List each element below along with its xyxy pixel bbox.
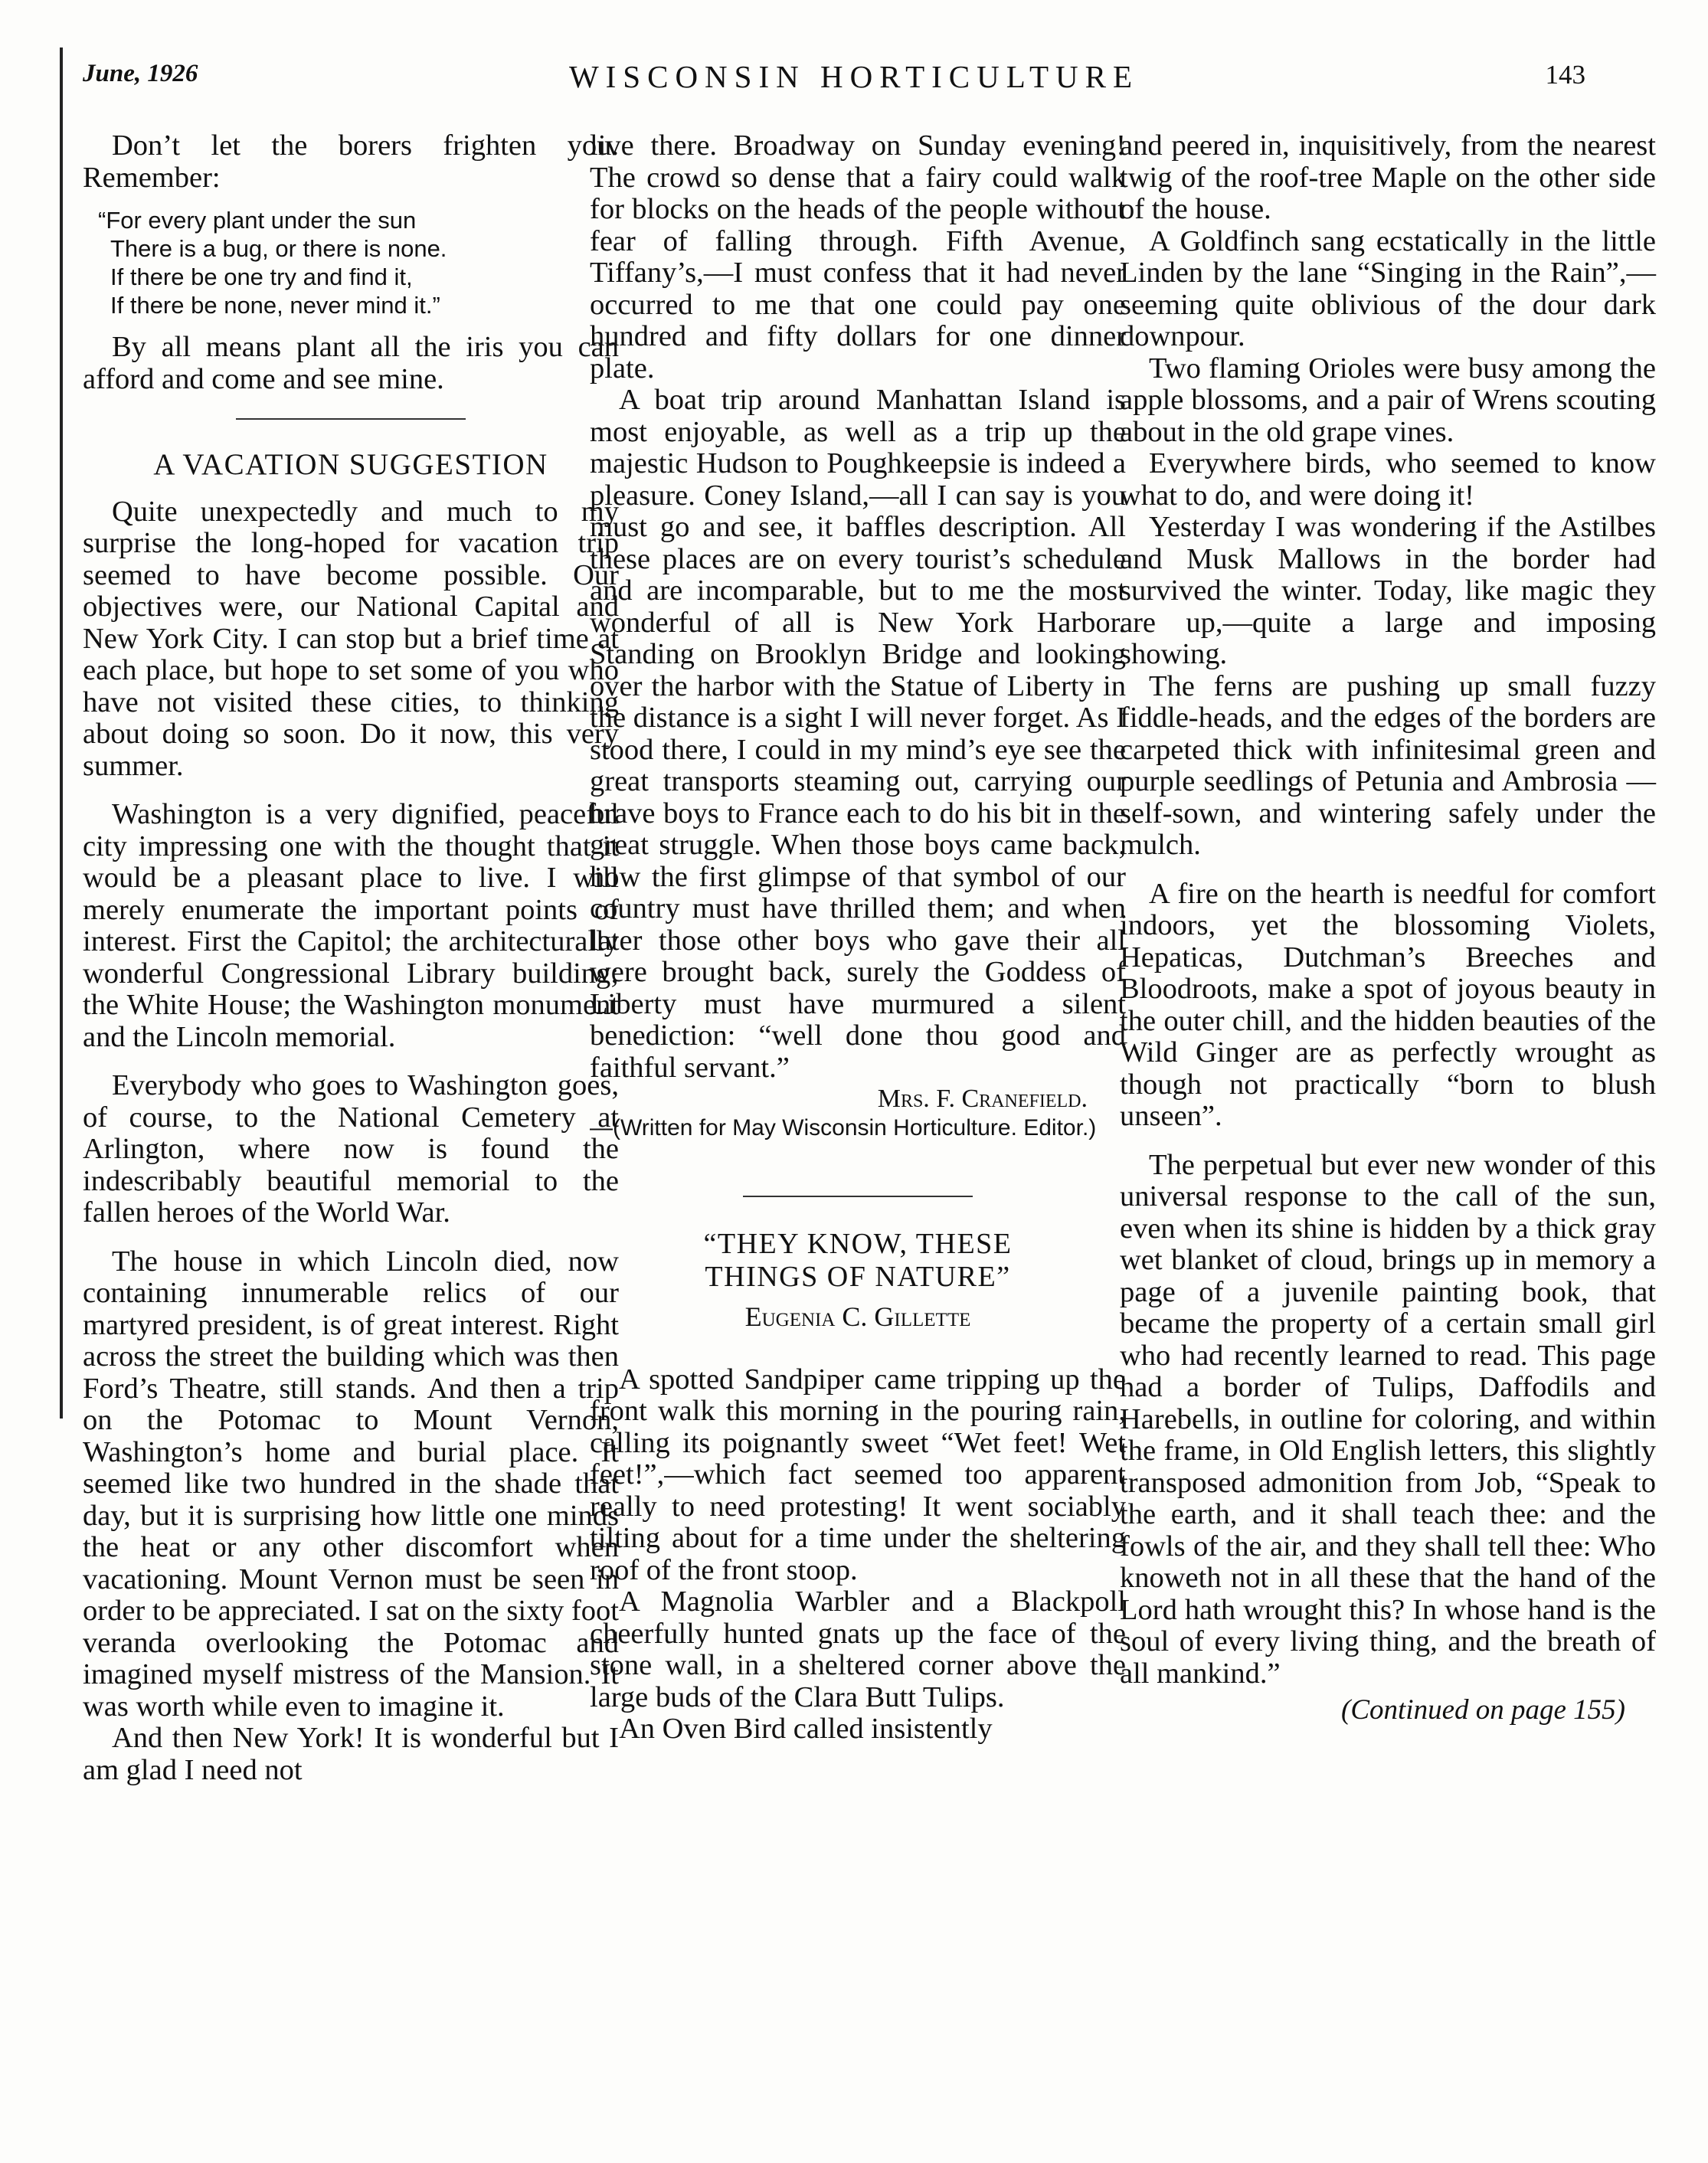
poem bbox=[98, 206, 619, 319]
continued-note: (Continued on page 155) bbox=[1341, 1694, 1625, 1726]
paragraph: An Oven Bird called insistently bbox=[619, 1713, 993, 1745]
paragraph: Yesterday I was wondering if the Astilbes and Musk Mallows in the border had survived the winter. Today, like magic they are up,—quite a large and imposing showing. bbox=[1120, 511, 1656, 670]
page-number: 143 bbox=[1545, 60, 1585, 90]
section-divider bbox=[236, 418, 466, 420]
poem-line: “For every plant under the sun bbox=[98, 207, 417, 234]
column-3 bbox=[1120, 130, 1656, 1726]
article-heading: A VACATION SUGGESTION bbox=[153, 448, 548, 481]
paragraph: Quite unexpectedly and much to my surprise the long-hoped for vacation trip seemed to have become possible. Our objectives were, our National Capital and New York City. I can stop but a brief time at each place, but hope to set some of you who have not visited these cities, to thinking about doing so soon. Do it now, this very summer. bbox=[83, 495, 619, 782]
paragraph: A Magnolia Warbler and a Blackpoll cheerfully hunted gnats up the face of the stone wall, in a sheltered corner above the large buds of the Clara Butt Tulips. bbox=[590, 1585, 1126, 1713]
paragraph: A fire on the hearth is needful for comfort indoors, yet the blossoming Violets, Hepaticas, Dutchman’s Breeches and Bloodroots, make a spot of joyous beauty in the outer chill, and the hidden beauties of the Wild Ginger are as perfectly wrought as though not practically “born to blush unseen”. bbox=[1120, 877, 1656, 1132]
paragraph: Two flaming Orioles were busy among the apple blossoms, and a pair of Wrens scouting about in the old grape vines. bbox=[1120, 352, 1656, 448]
paragraph: live there. Broadway on Sunday evening! The crowd so dense that a fairy could walk for blocks on the heads of the people without fear of falling through. Fifth Avenue, Tiffany’s,—I must confess that it had never occurred to me that one could pay one hundred and fifty dollars for one dinner plate. bbox=[590, 129, 1126, 384]
poem-line: If there be none, never mind it.” bbox=[110, 292, 440, 319]
article-heading bbox=[590, 1228, 1126, 1294]
paragraph: and peered in, inquisitively, from the nearest twig of the roof-tree Maple on the other side of the house. bbox=[1120, 129, 1656, 225]
issue-date: June, 1926 bbox=[83, 60, 198, 87]
paragraph: Washington is a very dignified, peaceful city impressing one with the thought that it would be a pleasant place to live. I will merely enumerate the important points of interest. First the Capitol; the architecturally wonderful Congressional Library building; the White House; the Washington monument and the Lincoln memorial. bbox=[83, 798, 619, 1053]
paragraph: A spotted Sandpiper came tripping up the front walk this morning in the pouring rain, calling its poignantly sweet “Wet feet! Wet feet!”,—which fact seemed too apparent really to need protesting! It went sociably tilting about for a time under the sheltering roof of the front stoop. bbox=[590, 1363, 1126, 1586]
article-byline: Eugenia C. Gillette bbox=[744, 1301, 971, 1332]
column-1 bbox=[83, 130, 619, 1786]
section-divider bbox=[743, 1196, 973, 1197]
paragraph: Don’t let the borers frighten you. Remember: bbox=[83, 129, 619, 194]
poem-line: There is a bug, or there is none. bbox=[110, 235, 447, 262]
paragraph: Everywhere birds, who seemed to know what to do, and were doing it! bbox=[1120, 447, 1656, 512]
paragraph: And then New York! It is wonderful but I am glad I need not bbox=[83, 1722, 619, 1786]
article-heading-line: THINGS OF NATURE” bbox=[705, 1261, 1011, 1293]
paragraph: The ferns are pushing up small fuzzy fiddle-heads, and the edges of the borders are carpeted thick with infinitesimal green and purple seedlings of Petunia and Ambrosia —self-sown, and wintering safely under the mulch. bbox=[1120, 669, 1656, 861]
paragraph: A boat trip around Manhattan Island is most enjoyable, as well as a trip up the majestic Hudson to Poughkeepsie is indeed a pleasure. Coney Island,—all I can say is you must go and see, it baffles description. All these places are on every tourist’s schedule and are incomparable, but to me the most wonderful of all is New York Harbor. Standing on Brooklyn Bridge and looking over the harbor with the Statue of Liberty in the distance is a sight I will never forget. As I stood there, I could in my mind’s eye see the great transports steaming out, carrying our brave boys to France each to do his bit in the great struggle. When those boys came back, how the first glimpse of that symbol of our country must have thrilled them; and when later those other boys who gave their all were brought back, surely the Goddess of Liberty must have murmured a silent benediction: “well done thou good and faithful servant.” bbox=[590, 384, 1126, 1084]
journal-title: WISCONSIN HORTICULTURE bbox=[568, 59, 1140, 94]
author-signature: Mrs. F. Cranefield. bbox=[877, 1085, 1088, 1113]
paragraph: The house in which Lincoln died, now containing innumerable relics of our martyred president, is of great interest. Right across the street the building which was then Ford’s Theatre, still stands. And then a trip on the Potomac to Mount Vernon, Washington’s home and burial place. It seemed like two hundred in the shade that day, but it is surprising how little one minds the heat or any other discomfort when vacationing. Mount Vernon must be seen in order to be appreciated. I sat on the sixty foot veranda overlooking the Potomac and imagined myself mistress of the Mansion. It was worth while even to imagine it. bbox=[83, 1245, 619, 1723]
paragraph: The perpetual but ever new wonder of this universal response to the call of the sun, even when its shine is hidden by a thick gray wet blanket of cloud, brings up in memory a page of a juvenile painting book, that became the property of a certain small girl who had recently learned to read. This page had a border of Tulips, Daffodils and Harebells, in outline for coloring, and within the frame, in Old English letters, this slightly transposed admonition from Job, “Speak to the earth, and it shall teach thee: and the fowls of the air, and they shall tell thee: Who knoweth not in all these that the hand of the Lord hath wrought this? In whose hand is the soul of every living thing, and the breath of all mankind.” bbox=[1120, 1148, 1656, 1690]
page-header bbox=[0, 55, 1708, 101]
paragraph: By all means plant all the iris you can afford and come and see mine. bbox=[83, 331, 619, 395]
paragraph: A Goldfinch sang ecstatically in the little Linden by the lane “Singing in the Rain”,—seeming quite oblivious of the dour dark downpour. bbox=[1120, 224, 1656, 352]
editor-note: —(Written for May Wisconsin Horticulture. Editor.) bbox=[590, 1115, 1097, 1140]
column-2 bbox=[590, 130, 1126, 1746]
paragraph: Everybody who goes to Washington goes, of course, to the National Cemetery at Arlington, where now is found the indescribably beautiful memorial to the fallen heroes of the World War. bbox=[83, 1069, 619, 1229]
margin-rule bbox=[60, 47, 63, 1419]
article-heading-line: “THEY KNOW, THESE bbox=[703, 1228, 1013, 1260]
poem-line: If there be one try and find it, bbox=[110, 263, 413, 290]
